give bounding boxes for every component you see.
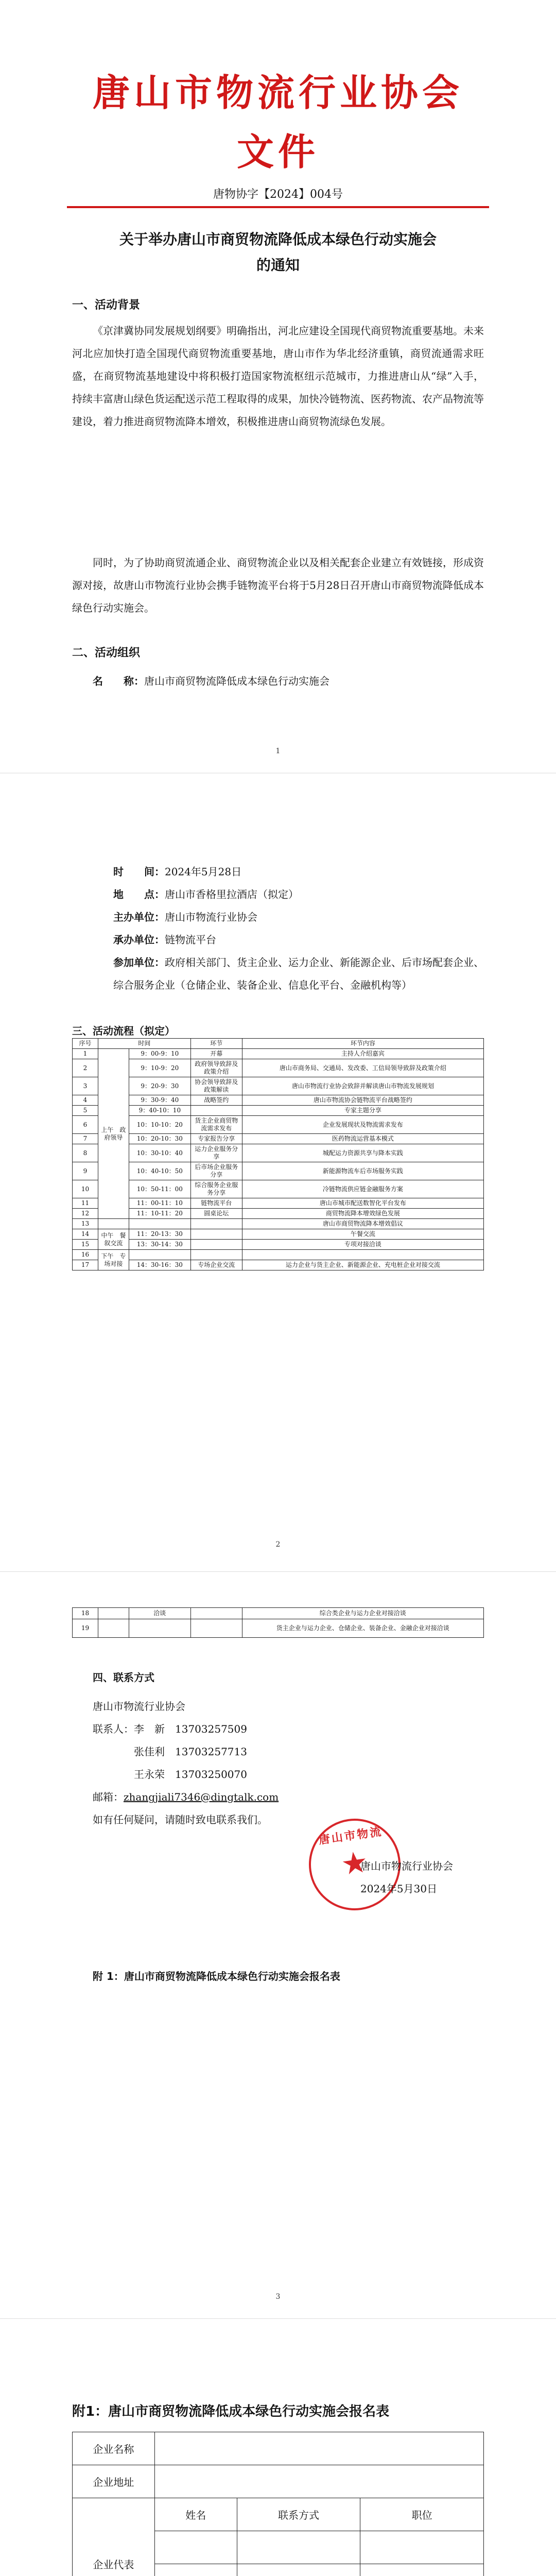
contact-line: 联系人：李 新 13703257509 [93,1723,247,1735]
table-header-row [73,1039,484,1049]
table-row: 18 洽谈 综合类企业与运力企业对接洽谈 [73,1608,484,1619]
table-row: 10 10：50-11：00 综合服务企业服务分享 冷链物流供应链金融服务方案 [73,1180,484,1198]
doc-label: 文件 [236,130,319,174]
session-label-am: 上午 政府领导 [98,1049,129,1219]
page-number: 1 [275,747,281,755]
form-label: 企业代表 [73,2498,155,2576]
table-row: 9 10：40-10：50 后市场企业服务分享 新能源物流车后市场服务实践 [73,1162,484,1180]
column-header: 联系方式 [237,2498,360,2531]
section-schedule-title: 三、活动流程（拟定） [72,1025,175,1037]
table-row: 13 唐山市商贸物流降本增效倡议 [73,1219,484,1229]
detail-location: 地 点：唐山市香格里拉酒店（拟定） [113,888,299,901]
page-number: 3 [275,2293,281,2301]
email-link[interactable]: zhangjiali7346@dingtalk.com [124,1791,279,1803]
table-row: 12 11：10-11：20 圆桌论坛 商贸物流降本增效绿色发展 [73,1209,484,1219]
page-separator [0,2318,556,2319]
contact-line: 唐山市物流行业协会 [93,1700,185,1713]
rep-position-field[interactable] [360,2564,484,2576]
column-header: 职位 [360,2498,484,2531]
form-label: 企业地址 [73,2465,155,2498]
detail-participants: 参加单位：政府相关部门、货主企业、运力企业、新能源企业、后市场配套企业、综合服务企业（仓储企业、装备企业、信息化平台、金融机构等） [113,956,484,991]
closing-line: 如有任何疑问，请随时致电联系我们。 [93,1814,268,1826]
section-background-title: 一、活动背景 [72,299,141,312]
table-row: 17 14：30-16：30 专场企业交流 运力企业与货主企业、新能源企业、充电桩企业对接交流 [73,1260,484,1270]
column-header: 姓名 [154,2498,237,2531]
table-row: 8 10：30-10：40 运力企业服务分享 城配运力资源共享与降本实践 [73,1144,484,1162]
org-title: 唐山市物流行业协会 [92,71,463,114]
rep-contact-field[interactable] [237,2531,360,2564]
company-address-field[interactable] [154,2465,483,2498]
table-header-cell: 环节内容 [242,1039,483,1049]
section-organization-title: 二、活动组织 [72,647,141,659]
attachment-title: 附 1：唐山市商贸物流降低成本绿色行动实施会报名表 [93,1970,340,1982]
signature-org: 唐山市物流行业协会 [360,1860,453,1872]
contact-line: 王永荣 13703250070 [93,1768,247,1781]
table-row: 4 9：30-9：40 战略签约 唐山市物流协会链物流平台战略签约 [73,1095,484,1106]
rep-contact-field[interactable] [237,2564,360,2576]
form-title: 附1：唐山市商贸物流降低成本绿色行动实施会报名表 [72,2404,390,2419]
form-label: 企业名称 [73,2432,155,2465]
page-separator [0,1571,556,1572]
background-paragraph-1: 《京津冀协同发展规划纲要》明确指出，河北应建设全国现代商贸物流重要基地。未来河北应加快打造全国现代商贸物流重要基地，唐山市作为华北经济重镇，商贸流通需求旺盛，在商贸物流基地建设中将积极打造国家物流枢纽示范城市，力推进唐山从“绿”入手，持续丰富唐山绿色货运配送示范工程取得的成果，加快冷链物流、医药物流、农产品物流等建设，着力推进商贸物流降本增效，积极推进唐山商贸物流绿色发展。 [72,325,484,428]
table-row: 5 9：40-10：10 专家主题分享 [73,1106,484,1116]
detail-time: 时 间：2024年5月28日 [113,866,242,878]
section-contact-title: 四、联系方式 [93,1671,154,1684]
table-row: 15 13：30-14：30 专项对接洽谈 [73,1240,484,1250]
schedule-table [72,1038,484,1270]
schedule-table-continued [72,1607,484,1638]
detail-host: 主办单位：唐山市物流行业协会 [113,911,257,923]
table-row: 1 上午 政府领导 9：00-9：10 开幕 主持人介绍嘉宾 [73,1049,484,1059]
doc-number: 唐物协字【2024】004号 [213,188,343,201]
page-number: 2 [275,1540,281,1549]
table-row: 7 10：20-10：30 专家报告分享 医药物流运营基本模式 [73,1134,484,1144]
table-row: 2 9：10-9：20 政府领导致辞及政策介绍 唐山市商务局、交通局、发改委、工信局领导致辞及政策介绍 [73,1059,484,1077]
company-name-field[interactable] [154,2432,483,2465]
session-label-noon: 中午 餐叙交流 [98,1229,129,1250]
star-icon: ★ [339,1843,371,1883]
rep-name-field[interactable] [154,2564,237,2576]
rep-name-field[interactable] [154,2531,237,2564]
email-line: 邮箱：zhangjiali7346@dingtalk.com [93,1791,279,1803]
table-header-cell: 环节 [190,1039,242,1049]
table-row: 14 中午 餐叙交流 11：20-13：30 午餐交流 [73,1229,484,1240]
event-name-line: 名 称：唐山市商贸物流降低成本绿色行动实施会 [93,675,329,687]
rep-position-field[interactable] [360,2531,484,2564]
table-row: 19 货主企业与运力企业、仓储企业、装备企业、金融企业对接洽谈 [73,1619,484,1638]
table-header-cell: 时间 [98,1039,190,1049]
detail-organizer: 承办单位：链物流平台 [113,934,216,946]
red-divider [67,206,489,208]
registration-form [72,2432,484,2576]
official-seal: 唐山市物流 ★ [303,1812,406,1916]
contact-line: 张佳利 13703257713 [93,1745,247,1758]
contact-block [93,1695,453,1831]
background-paragraph-2: 同时，为了协助商贸流通企业、商贸物流企业以及相关配套企业建立有效链接，形成资源对接，故唐山市物流行业协会携手链物流平台将于5月28日召开唐山市商贸物流降低成本绿色行动实施会。 [72,556,484,614]
signature-date: 2024年5月30日 [360,1883,438,1895]
table-row: 3 9：20-9：30 协会领导致辞及政策解读 唐山市物流行业协会致辞并解读唐山市物流发展规划 [73,1077,484,1095]
table-header-cell: 序号 [73,1039,98,1049]
session-label-pm: 下午 专场对接 [98,1250,129,1270]
table-row: 11 11：00-11：10 链物流平台 唐山市城市配送数智化平台发布 [73,1198,484,1209]
notice-title: 关于举办唐山市商贸物流降低成本绿色行动实施会 的通知 [119,231,437,274]
table-row: 16 下午 专场对接 [73,1250,484,1260]
table-row: 6 10：10-10：20 货主企业商贸物流需求发布 企业发展现状及物流需求发布 [73,1116,484,1134]
